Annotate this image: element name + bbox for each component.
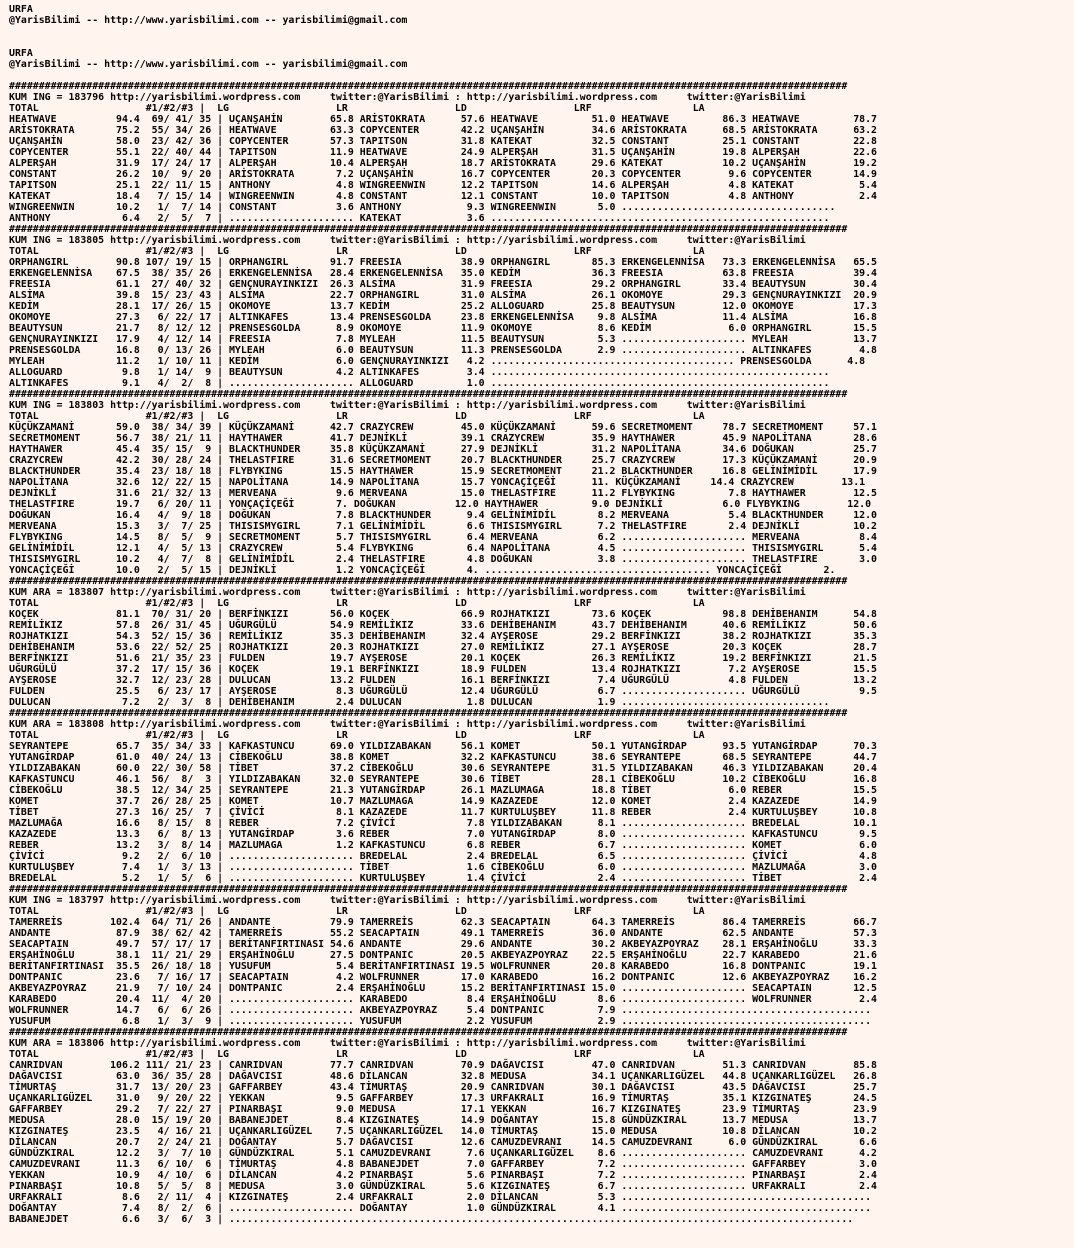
horse-row: CİBEKOĞLU 38.5 12/ 34/ 25 | SEYRANTEPE 21.3 YUTANGİRDAP 26.1 MAZLUMAGA 18.8 TİBET 6.0 REBER 15.5 xyxy=(9,785,878,796)
horse-row: BEAUTYSUN 21.7 8/ 12/ 12 | PRENSESGOLDA 8.9 OKOMOYE 11.9 OKOMOYE 8.6 KEDİM 6.0 ORPHANGIRL 15.5 xyxy=(9,323,878,334)
section-separator: ############################################################################################################################################# xyxy=(9,81,848,92)
horse-row: SEACAPTAIN 49.7 57/ 17/ 17 | BERİTANFIRTINASI 54.6 ANDANTE 29.6 ANDANTE 30.2 AKBEYAZPOYRAZ 28.1 ERŞAHİNOĞLU 33.3 xyxy=(9,939,878,950)
section-separator: ############################################################################################################################################# xyxy=(9,224,848,235)
horse-row: KIZGINATEŞ 23.5 4/ 16/ 21 | UÇANKARLIGÜZEL 7.5 UÇANKARLIGÜZEL 14.0 TİMURTAŞ 15.0 MEDUSA 10.8 DİLANCAN 10.2 xyxy=(9,1126,878,1137)
section-separator: ############################################################################################################################################# xyxy=(9,884,848,895)
page-header-line: URFAKRALI 8.6 2/ 11/ 4 | KIZGINATEŞ 2.4 URFAKRALI 2.0 DİLANCAN 5.3 .......................................... xyxy=(9,1192,872,1203)
column-header: TOTAL #1/#2/#3 | LG LR LD LRF LA xyxy=(9,246,705,257)
horse-row: HEATWAVE 94.4 69/ 41/ 35 | UÇANŞAHİN 65.8 ARİSTOKRATA 57.6 HEATWAVE 51.0 HEATWAVE 86.3 HEATWAVE 78.7 xyxy=(9,114,878,125)
race-header: KUM ING = 183797 http://yarisbilimi.wordpress.com twitter:@YarisBilimi : http://yarisbilimi.wordpress.com twitter:@YarisBilimi xyxy=(9,895,806,906)
horse-row: KOÇEK 81.1 70/ 31/ 20 | BERFİNKIZI 56.0 KOÇEK 66.9 ROJHATKIZI 73.6 KOÇEK 98.8 DEHİBEHANIM 54.8 xyxy=(9,609,878,620)
horse-row: CANRIDVAN 106.2 111/ 21/ 23 | CANRIDVAN 77.7 CANRIDVAN 70.9 DAĞAVCISI 47.0 CANRIDVAN 51.3 CANRIDVAN 85.8 xyxy=(9,1060,878,1071)
horse-row: DULUCAN 7.2 2/ 3/ 8 | DEHİBEHANIM 2.4 DULUCAN 1.8 DULUCAN 1.9 ................................... xyxy=(9,697,830,708)
horse-row: REMİLİKIZ 57.8 26/ 31/ 45 | UĞURGÜLÜ 54.9 REMİLİKIZ 33.6 DEHİBEHANIM 43.7 DEHİBEHANIM 40.6 REMİLİKIZ 50.6 xyxy=(9,620,878,631)
horse-row: ALLOGUARD 9.8 1/ 14/ 9 | BEAUTYSUN 4.2 ALTINKAFES 3.4 ......................................................... xyxy=(9,367,830,378)
horse-row: COPYCENTER 55.1 22/ 40/ 44 | TAPITSON 11.9 HEATWAVE 24.9 ALPERŞAH 31.5 UÇANŞAHİN 19.8 ALPERŞAH 22.6 xyxy=(9,147,878,158)
horse-row: UÇANŞAHİN 58.0 23/ 42/ 36 | COPYCENTER 57.3 TAPITSON 31.8 KATEKAT 32.5 CONSTANT 25.1 CONSTANT 22.8 xyxy=(9,136,878,147)
horse-row: CRAZYCREW 42.2 30/ 28/ 24 | THELASTFIRE 31.6 SECRETMOMENT 20.7 BLACKTHUNDER 25.7 CRAZYCREW 17.3 KÜÇÜKZAMANİ 20.9 xyxy=(9,455,878,466)
horse-row: FREESIA 61.1 27/ 40/ 32 | GENÇNURAYINKIZI 26.3 ALSİMA 31.9 FREESIA 29.2 ORPHANGIRL 33.4 BEAUTYSUN 30.4 xyxy=(9,279,878,290)
horse-row: FULDEN 25.5 6/ 23/ 17 | AYŞEROSE 8.3 UĞURGÜLÜ 12.4 UĞURGÜLÜ 6.7 ..................... UĞURGÜLÜ 9.5 xyxy=(9,686,878,697)
horse-row: DAĞAVCISI 63.0 36/ 35/ 28 | DAĞAVCISI 48.6 DİLANCAN 32.8 MEDUSA 34.1 UÇANKARLIGÜZEL 44.8 UÇANKARLIGÜZEL 26.8 xyxy=(9,1071,878,1082)
horse-row: SEYRANTEPE 65.7 35/ 34/ 33 | KAFKASTUNCU 69.0 YILDIZABAKAN 56.1 KOMET 50.1 YUTANGİRDAP 93.5 YUTANGİRDAP 70.3 xyxy=(9,741,878,752)
section-separator: ############################################################################################################################################# xyxy=(9,389,848,400)
horse-row: TAPITSON 25.1 22/ 11/ 15 | ANTHONY 4.8 WINGREENWIN 12.2 TAPITSON 14.6 ALPERŞAH 4.8 KATEKAT 5.4 xyxy=(9,180,878,191)
column-header: TOTAL #1/#2/#3 | LG LR LD LRF LA xyxy=(9,906,705,917)
column-header: TOTAL #1/#2/#3 | LG LR LD LRF LA xyxy=(9,411,705,422)
horse-row: DOĞANTAY 7.4 8/ 2/ 6 | ..................... DOĞANTAY 1.0 GÜNDÜZKIRAL 4.1 .......................................... xyxy=(9,1203,872,1214)
horse-row: YUTANGİRDAP 61.0 40/ 24/ 13 | CİBEKOĞLU 38.8 KOMET 32.2 KAFKASTUNCU 38.6 SEYRANTEPE 68.5 SEYRANTEPE 44.7 xyxy=(9,752,878,763)
blank-line xyxy=(9,37,1074,48)
horse-row: WINGREENWIN 10.2 1/ 7/ 14 | CONSTANT 3.6 ANTHONY 9.3 WINGREENWIN 5.0 .................................... xyxy=(9,202,836,213)
blank-line xyxy=(9,70,1074,81)
horse-row: ÇİVİCİ 9.2 2/ 6/ 10 | ..................... BREDELAL 2.4 BREDELAL 6.5 ..................... ÇİVİCİ 4.8 xyxy=(9,851,878,862)
race-header: KUM ARA = 183806 http://yarisbilimi.wordpress.com twitter:@YarisBilimi : http://yarisbilimi.wordpress.com twitter:@YarisBilimi xyxy=(9,1038,806,1049)
column-header: TOTAL #1/#2/#3 | LG LR LD LRF LA xyxy=(9,730,705,741)
horse-row: AYŞEROSE 32.7 12/ 23/ 28 | DULUCAN 13.2 FULDEN 16.1 BERFİNKIZI 7.4 UĞURGÜLÜ 4.8 FULDEN 13.2 xyxy=(9,675,878,686)
horse-row: TİMURTAŞ 31.7 13/ 20/ 23 | GAFFARBEY 43.4 TİMURTAŞ 20.9 CANRIDVAN 30.1 DAĞAVCISI 43.5 DAĞAVCISI 25.7 xyxy=(9,1082,878,1093)
horse-row: DOĞUKAN 16.4 4/ 9/ 18 | DOĞUKAN 7.8 BLACKTHUNDER 9.4 GELİNİMİDİL 8.2 MERVEANA 5.4 BLACKTHUNDER 12.0 xyxy=(9,510,878,521)
section-separator: ############################################################################################################################################# xyxy=(9,576,848,587)
section-separator: ############################################################################################################################################# xyxy=(9,1027,848,1038)
horse-row: HAYTHAWER 45.4 35/ 15/ 9 | BLACKTHUNDER 35.8 KÜÇÜKZAMANİ 27.9 DEJNİKLİ 31.2 NAPOLİTANA 34.6 DOĞUKAN 25.7 xyxy=(9,444,878,455)
horse-row: PINARBAŞI 10.8 5/ 5/ 8 | MEDUSA 3.0 GÜNDÜZKIRAL 5.6 KIZGINATEŞ 6.7 ..................... URFAKRALI 2.4 xyxy=(9,1181,878,1192)
horse-row: BREDELAL 5.2 1/ 5/ 6 | ..................... KURTULUŞBEY 1.4 ÇİVİCİ 2.4 ..................... TİBET 2.4 xyxy=(9,873,878,884)
race-header: KUM ING = 183803 http://yarisbilimi.wordpress.com twitter:@YarisBilimi : http://yarisbilimi.wordpress.com twitter:@YarisBilimi xyxy=(9,400,806,411)
horse-row: ALPERŞAH 31.9 17/ 24/ 17 | ALPERŞAH 10.4 ALPERŞAH 18.7 ARİSTOKRATA 29.6 KATEKAT 10.2 UÇANŞAHİN 19.2 xyxy=(9,158,878,169)
horse-row: KURTULUŞBEY 7.4 1/ 3/ 13 | ..................... TİBET 1.6 CİBEKOĞLU 6.0 ..................... MAZLUMAĞA 3.0 xyxy=(9,862,878,873)
horse-row: CAMUZDEVRANI 11.3 6/ 10/ 6 | TİMURTAŞ 4.8 BABANEJDET 7.0 GAFFARBEY 7.2 ..................... GAFFARBEY 3.0 xyxy=(9,1159,878,1170)
page-header-line: URFA xyxy=(9,48,33,59)
horse-row: DEHİBEHANIM 53.6 22/ 52/ 25 | ROJHATKIZI 20.3 ROJHATKIZI 27.0 REMİLİKIZ 27.1 AYŞEROSE 20.3 KOÇEK 28.7 xyxy=(9,642,878,653)
horse-row: BERİTANFIRTINASI 35.5 26/ 18/ 18 | YUSUFUM 5.4 BERİTANFIRTINASI 19.5 WOLFRUNNER 20.8 KARABEDO 16.8 DONTPANIC 19.1 xyxy=(9,961,878,972)
horse-row: GAFFARBEY 29.2 7/ 22/ 27 | PINARBAŞI 9.0 MEDUSA 17.1 YEKKAN 16.7 KIZGINATEŞ 23.9 TİMURTAŞ 23.9 xyxy=(9,1104,878,1115)
horse-row: YEKKAN 10.9 4/ 10/ 6 | DİLANCAN 4.2 PINARBAŞI 5.6 PINARBAŞI 7.2 ..................... PINARBAŞI 2.4 xyxy=(9,1170,878,1181)
race-header: KUM ING = 183796 http://yarisbilimi.wordpress.com twitter:@YarisBilimi : http://yarisbilimi.wordpress.com twitter:@YarisBilimi xyxy=(9,92,806,103)
horse-row: NAPOLİTANA 32.6 12/ 22/ 15 | NAPOLİTANA 14.9 NAPOLİTANA 15.7 YONCAÇİÇEĞİ 11. KÜÇÜKZAMANİ 14.4 CRAZYCREW 13.1 xyxy=(9,477,866,488)
horse-row: KÜÇÜKZAMANİ 59.0 38/ 34/ 39 | KÜÇÜKZAMANİ 42.7 CRAZYCREW 45.0 KÜÇÜKZAMANİ 59.6 SECRETMOMENT 78.7 SECRETMOMENT 57.1 xyxy=(9,422,878,433)
horse-row: ALTINKAFES 9.1 4/ 2/ 8 | ..................... ALLOGUARD 1.0 ......................................................... xyxy=(9,378,830,389)
horse-row: KARABEDO 20.4 11/ 4/ 20 | ..................... KARABEDO 8.4 ERŞAHİNOĞLU 8.6 ..................... WOLFRUNNER 2.4 xyxy=(9,994,878,1005)
blank-line xyxy=(9,26,1074,37)
horse-row: TAMERREİS 102.4 64/ 71/ 26 | ANDANTE 79.9 TAMERREİS 62.3 SEACAPTAIN 64.3 TAMERREİS 86.4 TAMERREİS 66.7 xyxy=(9,917,878,928)
horse-row: MEDUSA 28.0 15/ 19/ 20 | BABANEJDET 8.4 KIZGINATEŞ 14.9 DOĞANTAY 15.8 GÜNDÜZKIRAL 13.7 MEDUSA 13.7 xyxy=(9,1115,878,1126)
horse-row: ERŞAHİNOĞLU 38.1 11/ 21/ 29 | ERŞAHİNOĞLU 27.5 DONTPANIC 20.5 AKBEYAZPOYRAZ 22.5 ERŞAHİNOĞLU 22.7 KARABEDO 21.6 xyxy=(9,950,878,961)
horse-row: DEJNİKLİ 31.6 21/ 32/ 13 | MERVEANA 9.6 MERVEANA 15.0 THELASTFIRE 11.2 FLYBYKING 7.8 HAYTHAWER 12.5 xyxy=(9,488,878,499)
horse-row: ROJHATKIZI 54.3 52/ 15/ 36 | REMİLİKIZ 35.3 DEHİBEHANIM 32.4 AYŞEROSE 29.2 BERFİNKIZI 38.2 ROJHATKIZI 35.3 xyxy=(9,631,878,642)
horse-row: ANTHONY 6.4 2/ 5/ 7 | ..................... KATEKAT 3.6 ......................................................... xyxy=(9,213,830,224)
race-header: KUM ARA = 183808 http://yarisbilimi.wordpress.com twitter:@YarisBilimi : http://yarisbilimi.wordpress.com twitter:@YarisBilimi xyxy=(9,719,806,730)
horse-row: KAZAZEDE 13.3 6/ 8/ 13 | YUTANGİRDAP 3.6 REBER 7.0 YUTANGİRDAP 8.0 ..................... KAFKASTUNCU 9.5 xyxy=(9,829,878,840)
horse-row: YILDIZABAKAN 60.0 22/ 30/ 58 | TİBET 37.2 CİBEKOĞLU 30.6 SEYRANTEPE 31.5 YILDIZABAKAN 46.3 YILDIZABAKAN 20.4 xyxy=(9,763,878,774)
horse-row: ARİSTOKRATA 75.2 55/ 34/ 26 | HEATWAVE 63.3 COPYCENTER 42.2 UÇANŞAHİN 34.6 ARİSTOKRATA 68.5 ARİSTOKRATA 63.2 xyxy=(9,125,878,136)
page-header-line: URFA xyxy=(9,4,33,15)
horse-row: SECRETMOMENT 56.7 38/ 21/ 11 | HAYTHAWER 41.7 DEJNİKLİ 39.1 CRAZYCREW 35.9 HAYTHAWER 45.9 NAPOLİTANA 28.6 xyxy=(9,433,878,444)
horse-row: BABANEJDET 6.6 3/ 6/ 3 | ......................................................................................................... xyxy=(9,1214,854,1225)
horse-row: ERKENGELENNİSA 67.5 38/ 35/ 26 | ERKENGELENNİSA 28.4 ERKENGELENNİSA 35.0 KEDİM 36.3 FREESIA 63.8 FREESIA 39.4 xyxy=(9,268,878,279)
race-header: KUM ARA = 183807 http://yarisbilimi.wordpress.com twitter:@YarisBilimi : http://yarisbilimi.wordpress.com twitter:@YarisBilimi xyxy=(9,587,806,598)
horse-row: ORPHANGIRL 90.8 107/ 19/ 15 | ORPHANGIRL 91.7 FREESIA 38.9 ORPHANGIRL 85.3 ERKENGELENNİSA 73.3 ERKENGELENNİSA 65.5 xyxy=(9,257,878,268)
horse-row: AKBEYAZPOYRAZ 21.9 7/ 10/ 24 | DONTPANIC 2.4 ERŞAHİNOĞLU 15.2 BERİTANFIRTINASI 15.0 ..................... SEACAPTAIN 12.5 xyxy=(9,983,878,994)
page-header-line: @YarisBilimi -- http://www.yarisbilimi.com -- yarisbilimi@gmail.com xyxy=(9,59,408,70)
horse-row: KEDİM 28.1 17/ 26/ 15 | OKOMOYE 13.7 KEDİM 25.2 ALLOGUARD 25.8 BEAUTYSUN 12.0 OKOMOYE 17.3 xyxy=(9,301,878,312)
horse-row: MAZLUMAĞA 16.6 8/ 15/ 8 | REBER 7.2 ÇİVİCİ 7.8 YILDIZABAKAN 8.1 ..................... BREDELAL 10.1 xyxy=(9,818,878,829)
horse-row: YONCAÇİÇEĞİ 10.0 2/ 5/ 15 | DEJNİKLİ 1.2 YONCAÇİÇEĞİ 4. ...................................... YONCAÇİÇEĞİ 2. xyxy=(9,565,836,576)
horse-row: BLACKTHUNDER 35.4 23/ 18/ 18 | FLYBYKING 15.5 HAYTHAWER 15.9 SECRETMOMENT 21.2 BLACKTHUNDER 16.8 GELİNİMİDİL 17.9 xyxy=(9,466,878,477)
horse-row: DİLANCAN 20.7 2/ 24/ 21 | DOĞANTAY 5.7 DAĞAVCISI 12.6 CAMUZDEVRANI 14.5 CAMUZDEVRANI 6.0 GÜNDÜZKIRAL 6.6 xyxy=(9,1137,878,1148)
horse-row: THELASTFIRE 19.7 6/ 20/ 11 | YONÇAÇİÇEĞİ 7. DOĞUKAN 12.0 HAYTHAWER 9.0 DEJNİKLİ 6.0 FLYBYKING 12.0 xyxy=(9,499,872,510)
horse-row: GÜNDÜZKIRAL 12.2 3/ 7/ 10 | GÜNDÜZKIRAL 5.1 CAMUZDEVRANI 7.6 UÇANKARLIGÜZEL 8.6 ..................... CAMUZDEVRANI 4.2 xyxy=(9,1148,878,1159)
horse-row: UÇANKARLIGÜZEL 31.0 9/ 20/ 22 | YEKKAN 9.5 GAFFARBEY 17.3 URFAKRALI 16.9 TİMURTAŞ 35.1 KIZGINATEŞ 24.5 xyxy=(9,1093,878,1104)
race-header: KUM ING = 183805 http://yarisbilimi.wordpress.com twitter:@YarisBilimi : http://yarisbilimi.wordpress.com twitter:@YarisBilimi xyxy=(9,235,806,246)
horse-row: KOMET 37.7 26/ 28/ 25 | KOMET 10.7 MAZLUMAGA 14.9 KAZAZEDE 12.0 KOMET 2.4 KAZAZEDE 14.9 xyxy=(9,796,878,807)
column-header: TOTAL #1/#2/#3 | LG LR LD LRF LA xyxy=(9,103,705,114)
horse-row: UĞURGÜLÜ 37.2 17/ 15/ 36 | KOÇEK 19.1 BERFİNKIZI 18.9 FULDEN 13.4 ROJHATKIZI 7.2 AYŞEROSE 15.5 xyxy=(9,664,878,675)
horse-row: DONTPANIC 23.6 7/ 16/ 17 | SEACAPTAIN 4.2 WOLFRUNNER 17.0 KARABEDO 16.2 DONTPANIC 12.6 AKBEYAZPOYRAZ 16.2 xyxy=(9,972,878,983)
column-header: TOTAL #1/#2/#3 | LG LR LD LRF LA xyxy=(9,1049,705,1060)
section-separator: ############################################################################################################################################# xyxy=(9,708,848,719)
horse-row: REBER 13.2 3/ 8/ 14 | MAZLUMAGA 1.2 KAFKASTUNCU 6.8 REBER 6.7 ..................... KOMET 6.0 xyxy=(9,840,878,851)
column-header: TOTAL #1/#2/#3 | LG LR LD LRF LA xyxy=(9,598,705,609)
horse-row: PRENSESGOLDA 16.8 0/ 13/ 26 | MYLEAH 6.0 BEAUTYSUN 11.3 PRENSESGOLDA 2.9 ..................... ALTINKAFES 4.8 xyxy=(9,345,878,356)
horse-row: CONSTANT 26.2 10/ 9/ 20 | ARİSTOKRATA 7.2 UÇANŞAHİN 16.7 COPYCENTER 20.3 COPYCENTER 9.6 COPYCENTER 14.9 xyxy=(9,169,878,180)
horse-row: ALSİMA 39.8 15/ 23/ 43 | ALSİMA 22.7 ORPHANGIRL 31.0 ALSİMA 26.1 OKOMOYE 29.3 GENÇNURAYINKIZI 20.9 xyxy=(9,290,878,301)
horse-row: BERFİNKIZI 51.6 21/ 35/ 23 | FULDEN 19.7 AYŞEROSE 20.1 KOÇEK 26.3 REMİLİKIZ 19.2 BERFİNKIZI 21.5 xyxy=(9,653,878,664)
horse-row: MERVEANA 15.3 3/ 7/ 25 | THISISMYGIRL 7.1 GELİNİMİDİL 6.6 THISISMYGIRL 7.2 THELASTFIRE 2.4 DEJNİKLİ 10.2 xyxy=(9,521,878,532)
horse-row: THISISMYGIRL 10.2 4/ 7/ 8 | GELİNİMİDİL 2.4 THELASTFIRE 4.8 DOĞUKAN 3.8 ..................... THELASTFIRE 3.0 xyxy=(9,554,878,565)
horse-row: GENÇNURAYINKIZI 17.9 4/ 12/ 14 | FREESIA 7.8 MYLEAH 11.5 BEAUTYSUN 5.3 ..................... MYLEAH 13.7 xyxy=(9,334,878,345)
horse-row: YUSUFUM 6.8 1/ 3/ 9 | ..................... YUSUFUM 2.2 YUSUFUM 2.9 .......................................... xyxy=(9,1016,872,1027)
horse-row: TİBET 27.3 16/ 25/ 7 | ÇİVİCİ 8.1 KAZAZEDE 11.7 KURTULUŞBEY 11.8 REBER 2.4 KURTULUŞBEY 10.8 xyxy=(9,807,878,818)
horse-row: OKOMOYE 27.3 6/ 22/ 17 | ALTINKAFES 13.4 PRENSESGOLDA 23.8 ERKENGELENNİSA 9.8 ALSİMA 11.4 ALSİMA 16.8 xyxy=(9,312,878,323)
horse-row: MYLEAH 11.2 1/ 10/ 11 | KEDİM 6.0 GENÇNURAYINKIZI 4.2 ......................................... PRENSESGOLDA 4.8 xyxy=(9,356,866,367)
horse-row: GELİNİMİDİL 12.1 4/ 5/ 13 | CRAZYCREW 5.4 FLYBYKING 6.4 NAPOLİTANA 4.5 ..................... THISISMYGIRL 5.4 xyxy=(9,543,878,554)
horse-row: ANDANTE 87.9 38/ 62/ 42 | TAMERREİS 55.2 SEACAPTAIN 49.1 TAMERREİS 36.0 ANDANTE 62.5 ANDANTE 57.3 xyxy=(9,928,878,939)
horse-row: WOLFRUNNER 14.7 6/ 6/ 26 | ..................... AKBEYAZPOYRAZ 5.4 DONTPANIC 7.9 .......................................... xyxy=(9,1005,872,1016)
horse-row: KAFKASTUNCU 46.1 56/ 8/ 3 | YILDIZABAKAN 32.0 SEYRANTEPE 30.6 TİBET 28.1 CİBEKOĞLU 10.2 CİBEKOĞLU 16.8 xyxy=(9,774,878,785)
horse-row: FLYBYKING 14.5 8/ 5/ 9 | SECRETMOMENT 5.7 THISISMYGIRL 6.4 MERVEANA 6.2 ..................... MERVEANA 8.4 xyxy=(9,532,878,543)
horse-row: KATEKAT 18.4 7/ 15/ 14 | WINGREENWIN 4.8 CONSTANT 12.1 CONSTANT 10.0 TAPITSON 4.8 ANTHONY 2.4 xyxy=(9,191,878,202)
page-header-line: @YarisBilimi -- http://www.yarisbilimi.com -- yarisbilimi@gmail.com xyxy=(9,15,408,26)
